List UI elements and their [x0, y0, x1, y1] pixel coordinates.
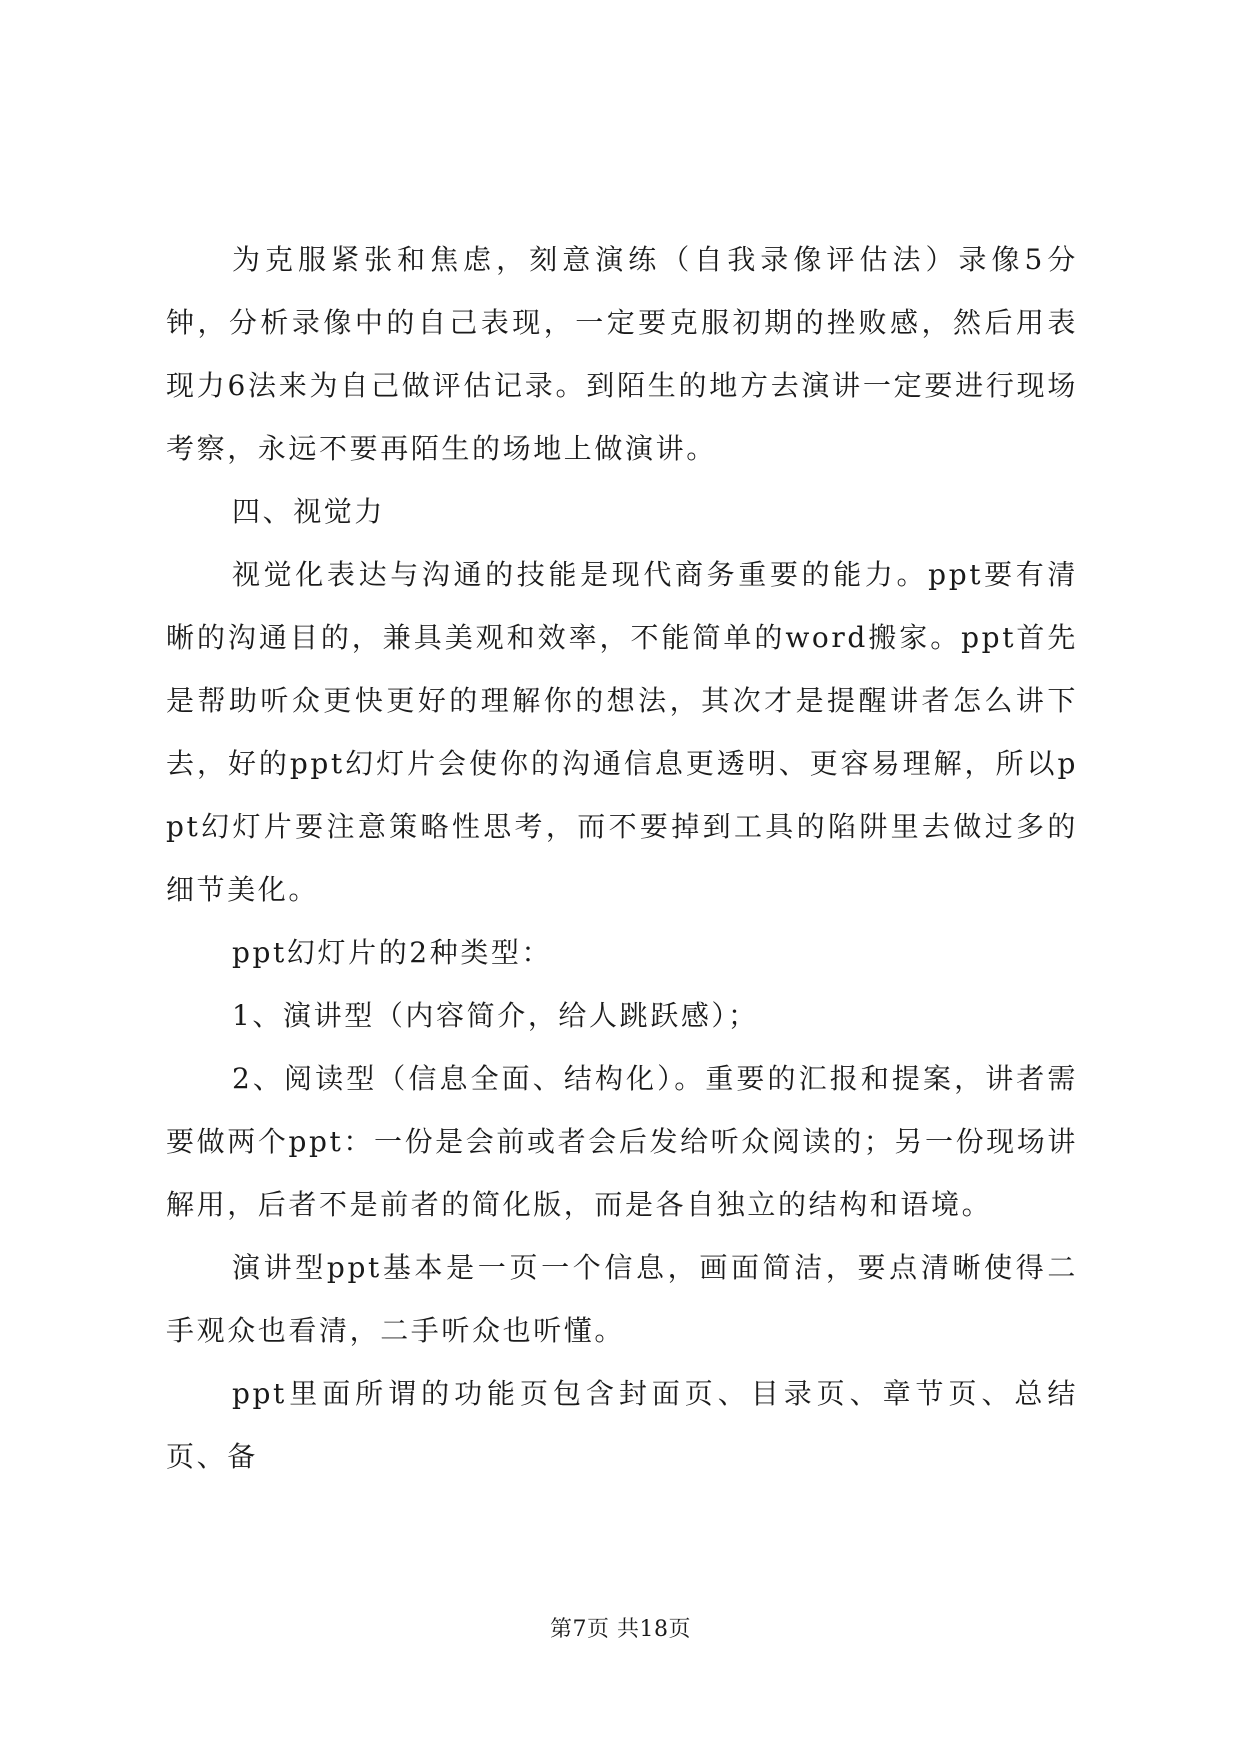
page-number-footer: 第7页 共18页 — [550, 1617, 691, 1642]
paragraph-speech-ppt: 演讲型ppt基本是一页一个信息，画面简洁，要点清晰使得二手观众也看清，二手听众也听懂。 — [166, 1251, 1078, 1347]
document-body — [166, 228, 1078, 1488]
paragraph-rehearsal: 为克服紧张和焦虑，刻意演练（自我录像评估法）录像5分钟，分析录像中的自己表现，一定要克服初期的挫败感，然后用表现力6法来为自己做评估记录。到陌生的地方去演讲一定要进行现场考察，永远不要再陌生的场地上做演讲。 — [166, 243, 1078, 465]
paragraph-ppt-types: ppt幻灯片的2种类型： — [232, 936, 553, 969]
paragraph-function-pages: ppt里面所谓的功能页包含封面页、目录页、章节页、总结页、备 — [166, 1377, 1078, 1473]
section-heading-visual: 四、视觉力 — [232, 495, 386, 528]
list-item-reading-type: 2、阅读型（信息全面、结构化）。重要的汇报和提案，讲者需要做两个ppt：一份是会前或者会后发给听众阅读的；另一份现场讲解用，后者不是前者的简化版，而是各自独立的结构和语境。 — [166, 1062, 1078, 1221]
list-item-speech-type: 1、演讲型（内容简介，给人跳跃感）； — [232, 999, 759, 1032]
paragraph-visual-expression: 视觉化表达与沟通的技能是现代商务重要的能力。ppt要有清晰的沟通目的，兼具美观和效率，不能简单的word搬家。ppt首先是帮助听众更快更好的理解你的想法，其次才是提醒讲者怎么讲下去，好的ppt幻灯片会使你的沟通信息更透明、更容易理解，所以ppt幻灯片要注意策略性思考，而不要掉到工具的陷阱里去做过多的细节美化。 — [166, 558, 1078, 906]
